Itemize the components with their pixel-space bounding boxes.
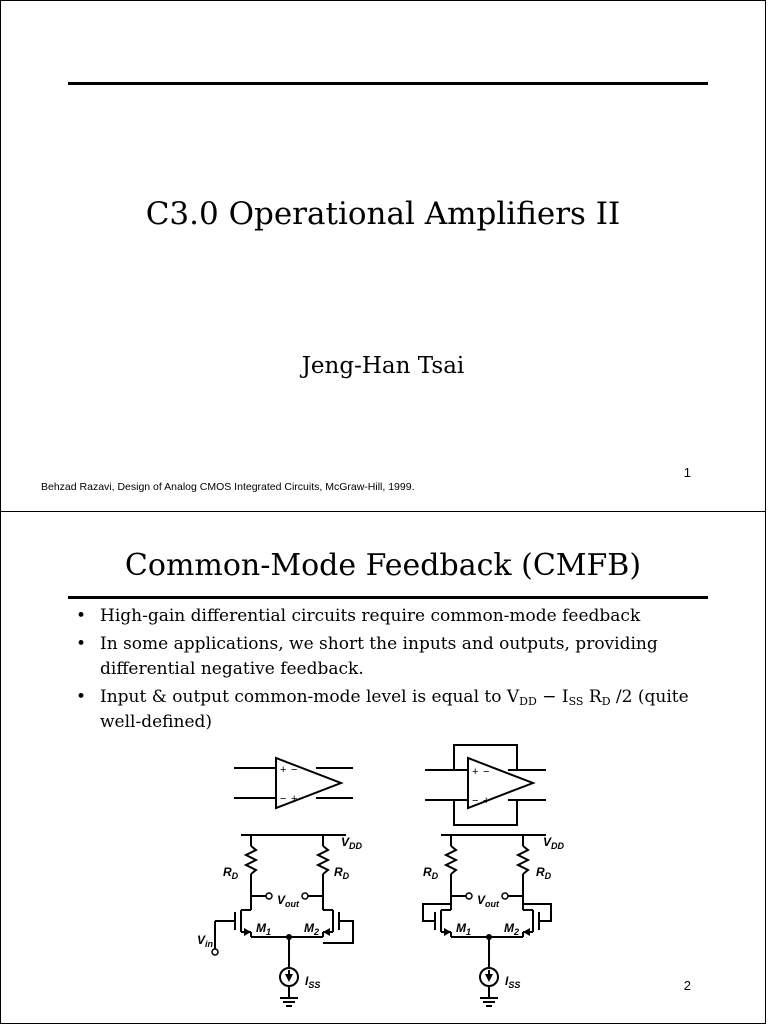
slide-2-title: Common-Mode Feedback (CMFB) <box>124 548 642 583</box>
plus-sign: + <box>280 764 287 776</box>
minus-sign: − <box>280 793 287 805</box>
label-text: M <box>304 921 314 935</box>
label-text: 2 <box>514 927 520 937</box>
label-text: M <box>456 921 466 935</box>
rd-label <box>423 865 439 881</box>
label-text: 1 <box>266 927 272 937</box>
vin-label <box>197 933 214 949</box>
iss-label <box>305 974 320 990</box>
label-text: 2 <box>314 927 320 937</box>
label-text: D <box>342 871 350 881</box>
plus-sign: + <box>483 795 490 807</box>
iss-label <box>505 974 520 990</box>
minus-sign: − <box>483 766 490 778</box>
bullet-text: /2 (quite well-defined) <box>100 687 689 732</box>
minus-sign: − <box>472 795 479 807</box>
label-text: V <box>477 893 486 907</box>
label-text: out <box>485 899 500 909</box>
title-rule <box>68 82 708 85</box>
label-text: DD <box>551 841 565 851</box>
rd-label <box>334 865 350 881</box>
label-text: 1 <box>466 927 472 937</box>
m1-label <box>456 921 471 937</box>
subscript: D <box>601 695 611 708</box>
label-text: V <box>197 933 206 947</box>
vout-label <box>477 893 500 909</box>
slide-2 <box>0 511 766 1024</box>
label-text: D <box>544 871 552 881</box>
page-number: 1 <box>683 465 691 480</box>
m2-label <box>304 921 319 937</box>
plus-sign: + <box>472 766 479 778</box>
label-text: SS <box>508 980 521 990</box>
page-number: 2 <box>683 978 691 993</box>
bullet-text: Input & output common-mode level is equal to V <box>100 687 520 707</box>
slide-1 <box>0 0 766 512</box>
label-text: SS <box>308 980 321 990</box>
label-text: R <box>423 865 432 879</box>
bullet-text: In some applications, we short the inputs and outputs, providing differential negative feedback. <box>100 634 658 679</box>
label-text: V <box>341 835 350 849</box>
label-text: D <box>231 871 239 881</box>
label-text: R <box>334 865 343 879</box>
circuit-diagrams <box>1 512 767 1025</box>
diff-pair-right <box>423 835 551 1006</box>
bullet-text: R <box>583 687 602 707</box>
subscript: SS <box>568 695 584 708</box>
label-text: V <box>543 835 552 849</box>
label-text: D <box>431 871 439 881</box>
plus-sign: + <box>291 793 298 805</box>
rd-label <box>223 865 239 881</box>
label-text: I <box>305 974 309 988</box>
label-text: I <box>505 974 509 988</box>
label-text: M <box>256 921 266 935</box>
citation: Behzad Razavi, Design of Analog CMOS Integrated Circuits, McGraw-Hill, 1999. <box>41 481 415 493</box>
vdd-label <box>543 835 565 851</box>
vout-label <box>277 893 300 909</box>
m2-label <box>504 921 519 937</box>
bullet-text: − I <box>536 687 569 707</box>
diff-pair-left <box>215 835 353 1006</box>
author-name: Jeng-Han Tsai <box>301 353 465 379</box>
minus-sign: − <box>291 764 298 776</box>
bullet-text: High-gain differential circuits require common-mode feedback <box>100 606 641 626</box>
label-text: R <box>536 865 545 879</box>
op-amp-symbol-right <box>425 745 546 825</box>
subscript: DD <box>519 695 537 708</box>
slide-1-title: C3.0 Operational Amplifiers II <box>145 196 621 232</box>
rd-label <box>536 865 552 881</box>
m1-label <box>256 921 271 937</box>
label-text: out <box>285 899 300 909</box>
label-text: DD <box>349 841 363 851</box>
label-text: R <box>223 865 232 879</box>
vdd-label <box>341 835 363 851</box>
label-text: M <box>504 921 514 935</box>
label-text: V <box>277 893 286 907</box>
label-text: in <box>205 939 214 949</box>
